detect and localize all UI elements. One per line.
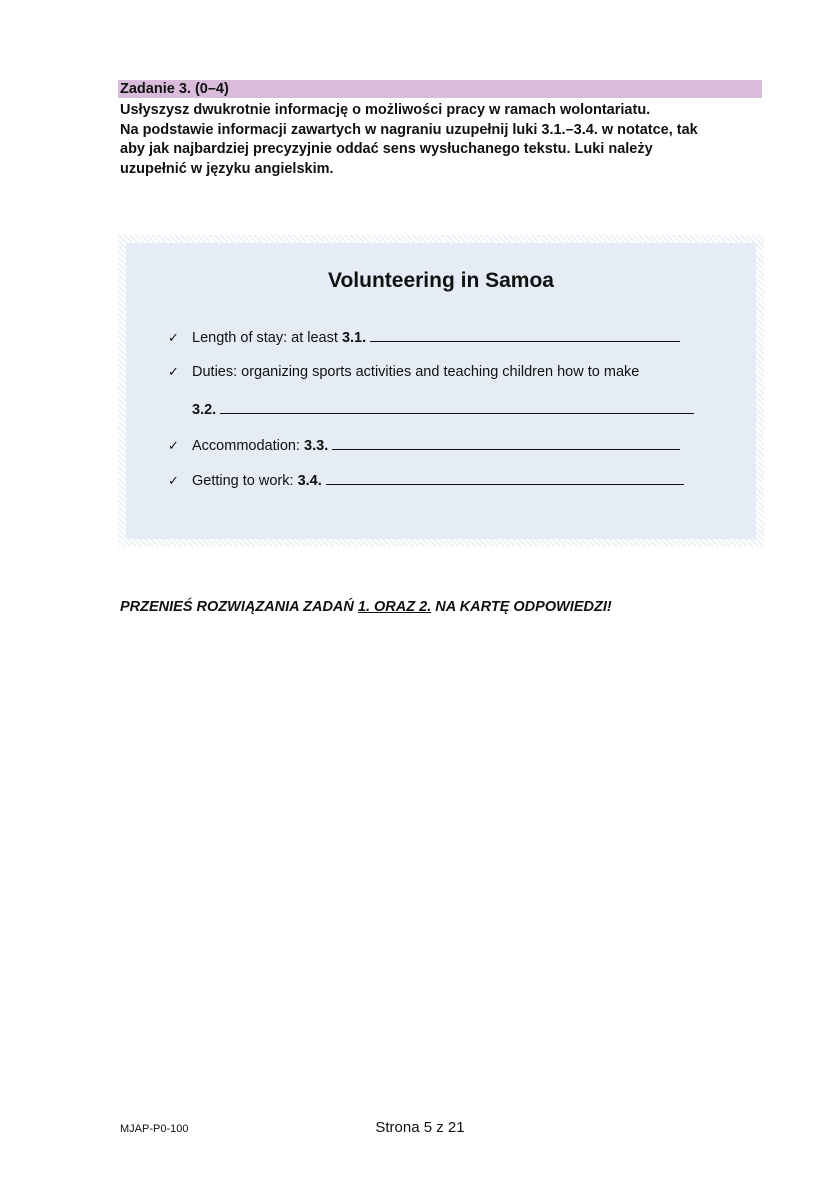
note-item-text: Getting to work: bbox=[192, 473, 298, 489]
task-instructions bbox=[120, 101, 760, 179]
gap-number: 3.1. bbox=[341, 330, 367, 346]
instruction-line: aby jak najbardziej precyzyjnie oddać sens wysłuchanego tekstu. Luki należy bbox=[120, 141, 653, 157]
checkmark-icon: ✓ bbox=[168, 473, 179, 488]
answer-gap-3-4[interactable] bbox=[326, 470, 684, 485]
instruction-line: Na podstawie informacji zawartych w nagraniu uzupełnij luki 3.1.–3.4. w notatce, tak bbox=[120, 121, 698, 138]
answer-gap-3-2[interactable] bbox=[220, 399, 694, 414]
note-item-duties-gap bbox=[192, 399, 694, 419]
answer-gap-3-3[interactable] bbox=[332, 435, 680, 450]
answer-gap-3-1[interactable] bbox=[370, 327, 680, 342]
gap-number: 3.2. bbox=[192, 402, 217, 418]
gap-number: 3.4. bbox=[297, 473, 322, 489]
transfer-text: PRZENIEŚ ROZWIĄZANIA ZADAŃ bbox=[120, 599, 358, 615]
instruction-line: Usłyszysz dwukrotnie informację o możliwości pracy w ramach wolontariatu. bbox=[120, 102, 651, 118]
note-item-length-of-stay bbox=[168, 327, 680, 347]
note-item-text: Accommodation: bbox=[192, 438, 305, 454]
checkmark-icon: ✓ bbox=[168, 330, 179, 345]
note-box bbox=[126, 243, 756, 539]
note-item-text: Length of stay: at least bbox=[192, 330, 342, 346]
transfer-task-numbers: 1. ORAZ 2. bbox=[357, 599, 432, 615]
exam-code: MJAP-P0-100 bbox=[120, 1123, 189, 1135]
instruction-line: uzupełnić w języku angielskim. bbox=[120, 160, 334, 177]
checkmark-icon: ✓ bbox=[168, 438, 179, 453]
note-item-text: Duties: organizing sports activities and teaching children how to make bbox=[192, 364, 640, 380]
checkmark-icon: ✓ bbox=[168, 364, 179, 379]
note-frame bbox=[118, 235, 764, 547]
page-number: Strona 5 z 21 bbox=[375, 1119, 465, 1136]
note-item-accommodation bbox=[168, 435, 680, 455]
gap-number: 3.3. bbox=[304, 438, 329, 454]
note-item-duties bbox=[168, 363, 639, 381]
note-title: Volunteering in Samoa bbox=[328, 269, 554, 292]
transfer-text: NA KARTĘ ODPOWIEDZI! bbox=[431, 599, 612, 615]
note-item-getting-to-work bbox=[168, 470, 684, 490]
task-header: Zadanie 3. (0–4) bbox=[118, 80, 762, 98]
transfer-instruction bbox=[120, 598, 612, 616]
